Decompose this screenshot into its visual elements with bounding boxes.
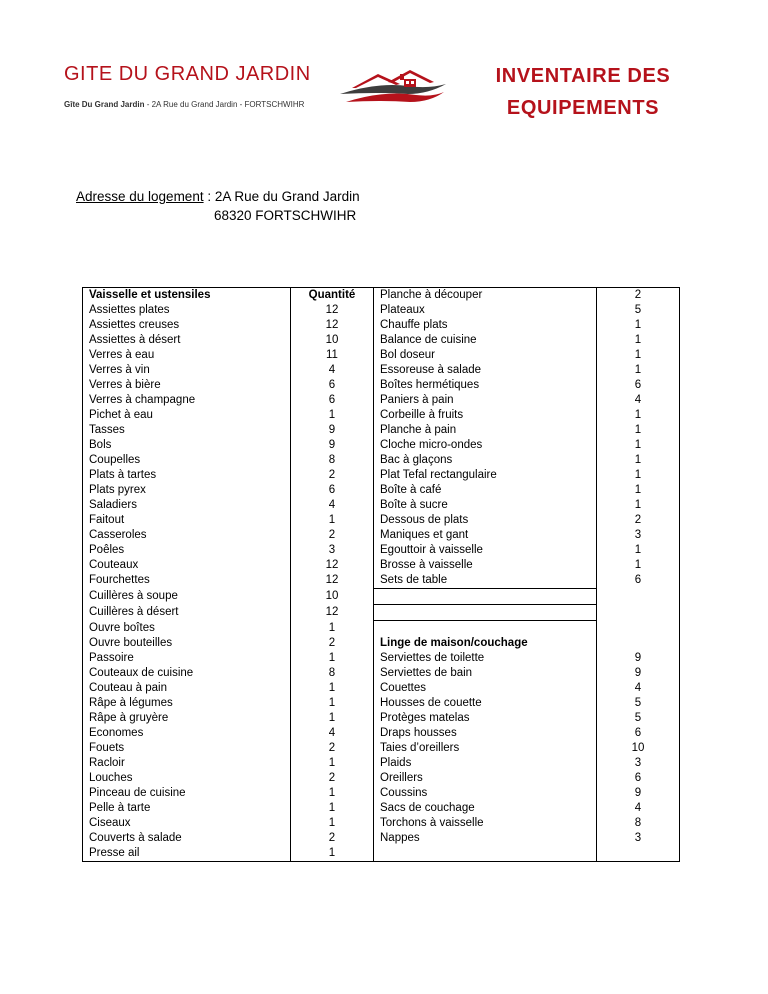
document-title-line2: EQUIPEMENTS xyxy=(506,97,660,119)
item-quantity: 1 xyxy=(597,423,680,438)
table-row xyxy=(83,801,680,816)
item-quantity: 1 xyxy=(597,498,680,513)
table-row xyxy=(83,363,680,378)
table-row xyxy=(83,423,680,438)
document-title xyxy=(468,60,698,124)
table-row xyxy=(83,408,680,423)
brand-subtitle xyxy=(64,100,311,109)
item-quantity: 6 xyxy=(291,393,374,408)
item-quantity: 3 xyxy=(597,831,680,846)
item-quantity: 2 xyxy=(291,831,374,846)
item-name: Boîtes hermétiques xyxy=(374,378,597,393)
item-quantity xyxy=(597,846,680,862)
table-row xyxy=(83,846,680,862)
table-row xyxy=(83,636,680,651)
item-quantity: 6 xyxy=(291,483,374,498)
item-quantity: 3 xyxy=(291,543,374,558)
item-quantity: 1 xyxy=(597,483,680,498)
table-row xyxy=(83,786,680,801)
address-line1: 2A Rue du Grand Jardin xyxy=(214,189,360,204)
item-name: Serviettes de toilette xyxy=(374,651,597,666)
item-quantity: 12 xyxy=(291,558,374,573)
item-name: Verres à eau xyxy=(83,348,291,363)
item-quantity: 1 xyxy=(597,543,680,558)
item-quantity: 4 xyxy=(597,393,680,408)
item-name: Fourchettes xyxy=(83,573,291,589)
table-row xyxy=(83,378,680,393)
table-row xyxy=(83,666,680,681)
item-name: Saladiers xyxy=(83,498,291,513)
item-name: Passoire xyxy=(83,651,291,666)
table-row xyxy=(83,711,680,726)
item-name: Nappes xyxy=(374,831,597,846)
item-name: Egouttoir à vaisselle xyxy=(374,543,597,558)
item-quantity: 2 xyxy=(597,513,680,528)
item-name: Ciseaux xyxy=(83,816,291,831)
item-name: Maniques et gant xyxy=(374,528,597,543)
item-name: Serviettes de bain xyxy=(374,666,597,681)
item-quantity: 9 xyxy=(597,786,680,801)
table-row xyxy=(83,513,680,528)
item-quantity: 1 xyxy=(291,408,374,423)
item-name: Plaids xyxy=(374,756,597,771)
item-quantity: 4 xyxy=(291,363,374,378)
item-quantity: 1 xyxy=(597,333,680,348)
item-quantity: 1 xyxy=(291,513,374,528)
table-row xyxy=(83,573,680,589)
brand-name: GITE DU GRAND JARDIN xyxy=(64,63,311,85)
item-quantity: 4 xyxy=(291,498,374,513)
item-name: Louches xyxy=(83,771,291,786)
item-quantity: 4 xyxy=(291,726,374,741)
address-block xyxy=(76,187,360,225)
item-name: Pichet à eau xyxy=(83,408,291,423)
item-quantity: 11 xyxy=(291,348,374,363)
column-header-quantity: Quantité xyxy=(291,288,374,304)
item-name: Housses de couette xyxy=(374,696,597,711)
address-separator: : xyxy=(203,189,215,204)
item-quantity: 12 xyxy=(291,573,374,589)
item-quantity: 1 xyxy=(597,348,680,363)
item-quantity: 4 xyxy=(597,681,680,696)
item-name: Bols xyxy=(83,438,291,453)
item-quantity: 1 xyxy=(291,651,374,666)
item-quantity: 1 xyxy=(291,786,374,801)
item-quantity: 6 xyxy=(597,771,680,786)
item-name xyxy=(374,621,597,637)
inventory-table-body xyxy=(83,288,680,862)
item-quantity: 2 xyxy=(291,771,374,786)
table-row xyxy=(83,393,680,408)
section-header-linge: Linge de maison/couchage xyxy=(374,636,597,651)
item-name: Assiettes creuses xyxy=(83,318,291,333)
item-quantity: 5 xyxy=(597,696,680,711)
item-quantity: 5 xyxy=(597,303,680,318)
address-line2: 68320 FORTSCHWIHR xyxy=(214,208,357,223)
item-name: Fouets xyxy=(83,741,291,756)
item-quantity: 2 xyxy=(291,741,374,756)
item-quantity: 12 xyxy=(291,318,374,333)
item-name: Torchons à vaisselle xyxy=(374,816,597,831)
inventory-table xyxy=(82,287,680,862)
item-name: Couteaux xyxy=(83,558,291,573)
table-row xyxy=(83,468,680,483)
item-name: Coussins xyxy=(374,786,597,801)
table-row xyxy=(83,681,680,696)
table-row xyxy=(83,831,680,846)
item-quantity: 3 xyxy=(597,528,680,543)
item-name: Faitout xyxy=(83,513,291,528)
item-quantity: 9 xyxy=(597,666,680,681)
item-name: Plateaux xyxy=(374,303,597,318)
item-name: Couteaux de cuisine xyxy=(83,666,291,681)
item-name: Verres à bière xyxy=(83,378,291,393)
item-name: Boîte à café xyxy=(374,483,597,498)
item-name: Planche à découper xyxy=(374,288,597,304)
item-quantity: 1 xyxy=(291,681,374,696)
table-row xyxy=(83,816,680,831)
item-name: Bol doseur xyxy=(374,348,597,363)
table-row xyxy=(83,333,680,348)
item-name: Balance de cuisine xyxy=(374,333,597,348)
item-name: Sacs de couchage xyxy=(374,801,597,816)
table-row xyxy=(83,528,680,543)
item-quantity: 2 xyxy=(291,468,374,483)
item-quantity: 2 xyxy=(291,528,374,543)
item-quantity: 9 xyxy=(291,438,374,453)
item-quantity: 12 xyxy=(291,605,374,621)
item-name: Presse ail xyxy=(83,846,291,862)
document-title-line1: INVENTAIRE DES xyxy=(495,65,671,87)
table-row xyxy=(83,771,680,786)
item-quantity: 1 xyxy=(291,696,374,711)
item-quantity: 5 xyxy=(597,711,680,726)
table-row xyxy=(83,558,680,573)
item-quantity: 1 xyxy=(291,711,374,726)
item-name: Paniers à pain xyxy=(374,393,597,408)
item-quantity: 1 xyxy=(597,468,680,483)
item-name: Coupelles xyxy=(83,453,291,468)
item-name: Chauffe plats xyxy=(374,318,597,333)
item-quantity: 6 xyxy=(597,573,680,589)
item-quantity: 1 xyxy=(597,453,680,468)
item-name: Cuillères à désert xyxy=(83,605,291,621)
brand-sub-address: - 2A Rue du Grand Jardin - FORTSCHWIHR xyxy=(144,100,305,109)
item-quantity: 2 xyxy=(597,288,680,304)
address-label: Adresse du logement xyxy=(76,189,204,204)
table-row xyxy=(83,318,680,333)
item-name: Economes xyxy=(83,726,291,741)
table-row xyxy=(83,453,680,468)
item-name: Ouvre bouteilles xyxy=(83,636,291,651)
item-name: Oreillers xyxy=(374,771,597,786)
item-name: Planche à pain xyxy=(374,423,597,438)
item-name: Dessous de plats xyxy=(374,513,597,528)
house-roof-logo-icon xyxy=(338,64,448,112)
item-quantity: 3 xyxy=(597,756,680,771)
item-name: Plats pyrex xyxy=(83,483,291,498)
column-header-items: Vaisselle et ustensiles xyxy=(83,288,291,304)
item-quantity: 1 xyxy=(291,621,374,637)
item-name: Racloir xyxy=(83,756,291,771)
item-quantity: 10 xyxy=(291,333,374,348)
item-quantity: 9 xyxy=(597,651,680,666)
item-quantity: 10 xyxy=(597,741,680,756)
item-name: Verres à champagne xyxy=(83,393,291,408)
item-quantity: 6 xyxy=(291,378,374,393)
item-quantity: 1 xyxy=(597,363,680,378)
item-name: Assiettes à désert xyxy=(83,333,291,348)
table-row xyxy=(83,303,680,318)
item-quantity: 1 xyxy=(291,816,374,831)
item-quantity: 8 xyxy=(597,816,680,831)
item-name: Plats à tartes xyxy=(83,468,291,483)
item-name: Bac à glaçons xyxy=(374,453,597,468)
item-quantity: 2 xyxy=(291,636,374,651)
item-name: Brosse à vaisselle xyxy=(374,558,597,573)
item-quantity xyxy=(597,621,680,637)
table-row xyxy=(83,726,680,741)
item-name: Râpe à gruyère xyxy=(83,711,291,726)
item-quantity: 1 xyxy=(597,438,680,453)
item-name: Essoreuse à salade xyxy=(374,363,597,378)
item-quantity: 1 xyxy=(597,558,680,573)
table-row xyxy=(83,438,680,453)
table-row xyxy=(83,605,680,621)
item-quantity: 6 xyxy=(597,726,680,741)
item-name: Tasses xyxy=(83,423,291,438)
item-quantity: 1 xyxy=(291,756,374,771)
item-name: Corbeille à fruits xyxy=(374,408,597,423)
item-name xyxy=(374,605,597,621)
item-name: Assiettes plates xyxy=(83,303,291,318)
item-quantity: 10 xyxy=(291,589,374,605)
item-name: Sets de table xyxy=(374,573,597,589)
item-name: Cuillères à soupe xyxy=(83,589,291,605)
table-row xyxy=(83,651,680,666)
table-row xyxy=(83,348,680,363)
item-name: Casseroles xyxy=(83,528,291,543)
item-name: Taies d’oreillers xyxy=(374,741,597,756)
item-name: Pinceau de cuisine xyxy=(83,786,291,801)
item-name: Râpe à légumes xyxy=(83,696,291,711)
item-name xyxy=(374,846,597,862)
item-name: Poêles xyxy=(83,543,291,558)
table-row xyxy=(83,483,680,498)
item-quantity xyxy=(597,589,680,605)
table-row xyxy=(83,696,680,711)
table-row xyxy=(83,741,680,756)
item-name: Ouvre boîtes xyxy=(83,621,291,637)
item-name: Couettes xyxy=(374,681,597,696)
table-row xyxy=(83,756,680,771)
item-quantity: 8 xyxy=(291,453,374,468)
item-quantity: 6 xyxy=(597,378,680,393)
item-name: Couverts à salade xyxy=(83,831,291,846)
item-name: Couteau à pain xyxy=(83,681,291,696)
item-quantity: 4 xyxy=(597,801,680,816)
item-name: Cloche micro-ondes xyxy=(374,438,597,453)
item-name: Pelle à tarte xyxy=(83,801,291,816)
table-row xyxy=(83,589,680,605)
table-row xyxy=(83,498,680,513)
item-quantity xyxy=(597,636,680,651)
table-row xyxy=(83,543,680,558)
table-row xyxy=(83,288,680,304)
item-name: Boîte à sucre xyxy=(374,498,597,513)
item-name: Plat Tefal rectangulaire xyxy=(374,468,597,483)
brand-sub-name: Gîte Du Grand Jardin xyxy=(64,100,145,109)
item-quantity: 1 xyxy=(597,408,680,423)
item-quantity: 12 xyxy=(291,303,374,318)
item-quantity: 9 xyxy=(291,423,374,438)
item-quantity: 1 xyxy=(291,846,374,862)
item-name: Protèges matelas xyxy=(374,711,597,726)
brand-block xyxy=(64,60,311,109)
item-quantity: 8 xyxy=(291,666,374,681)
item-quantity xyxy=(597,605,680,621)
item-name: Verres à vin xyxy=(83,363,291,378)
item-name: Draps housses xyxy=(374,726,597,741)
table-row xyxy=(83,621,680,637)
item-quantity: 1 xyxy=(597,318,680,333)
item-quantity: 1 xyxy=(291,801,374,816)
item-name xyxy=(374,589,597,605)
